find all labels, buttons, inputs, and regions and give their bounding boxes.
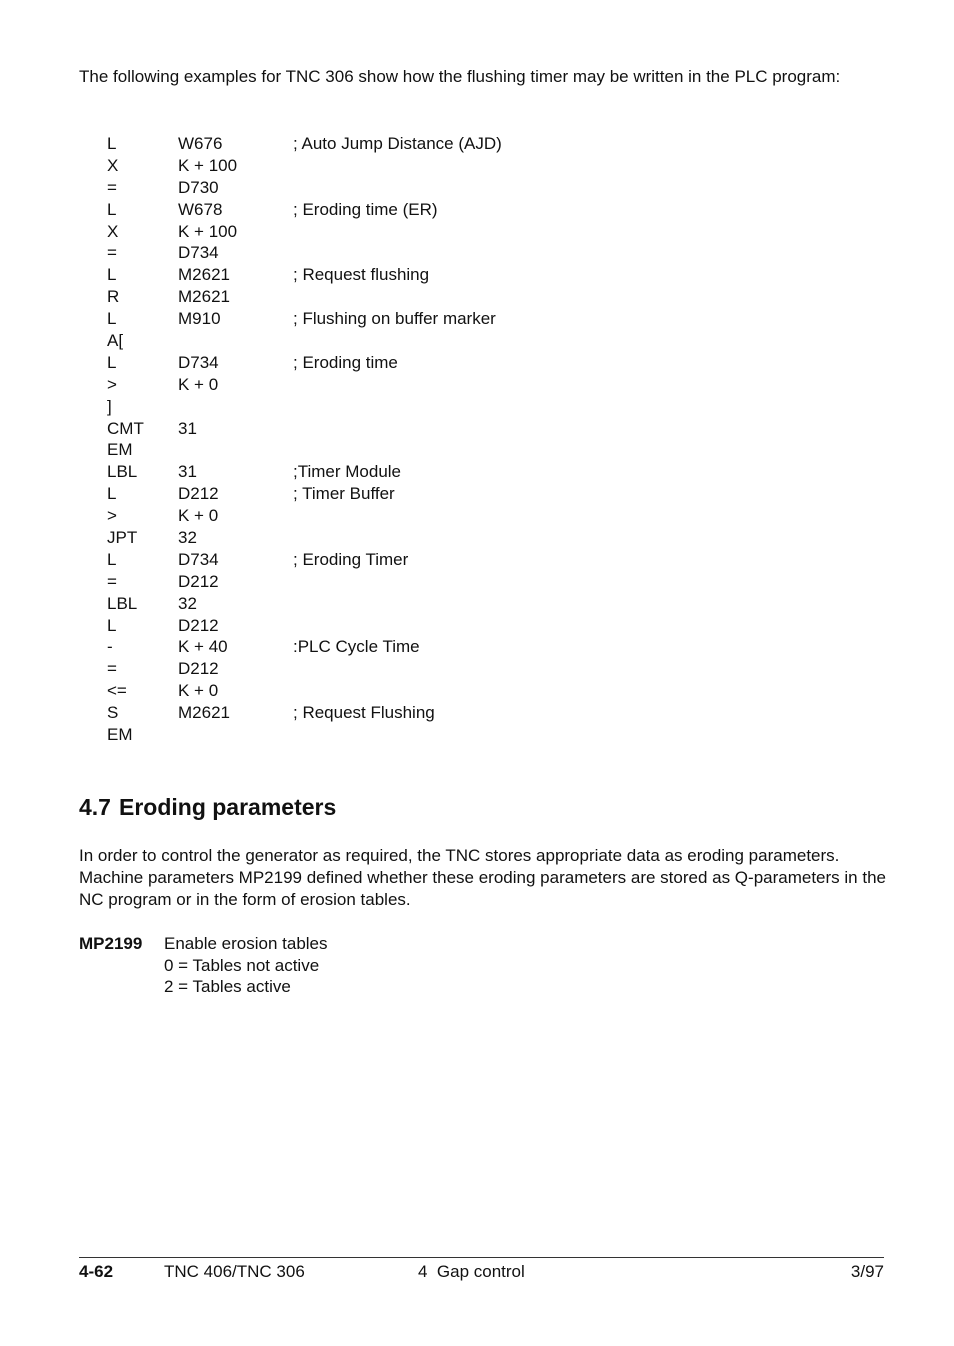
code-arg: M2621 [178, 287, 230, 307]
code-arg: K + 0 [178, 506, 219, 526]
code-comment: ; Request flushing [293, 265, 430, 285]
footer-model: TNC 406/TNC 306 [164, 1262, 305, 1281]
code-op: = [107, 659, 117, 679]
code-comment: ; Eroding time [293, 352, 398, 372]
code-op: LBL [107, 462, 138, 482]
code-arg: D734 [178, 352, 219, 372]
code-arg: W676 [178, 134, 223, 153]
intro-text: The following examples for TNC 306 show how the flushing timer may be written in the PLC program: [79, 67, 841, 86]
code-arg: D212 [178, 571, 219, 591]
code-op: X [107, 155, 119, 175]
code-op: A[ [107, 331, 124, 351]
code-arg: M910 [178, 309, 221, 329]
code-op: L [107, 134, 117, 153]
machine-parameter-line: Enable erosion tables [164, 934, 328, 953]
code-arg: D212 [178, 615, 219, 635]
code-comment: ; Eroding time (ER) [293, 199, 438, 219]
code-arg: D212 [178, 659, 219, 679]
code-comment: ; Timer Buffer [293, 484, 395, 504]
code-op: L [107, 352, 117, 372]
code-op: - [107, 637, 113, 657]
code-op: L [107, 265, 117, 285]
section-title: Eroding parameters [118, 794, 337, 820]
code-op: LBL [107, 593, 138, 613]
code-arg: K + 40 [178, 637, 228, 657]
code-comment: ; Eroding Timer [293, 549, 409, 569]
section-number: 4.7 [79, 794, 111, 820]
code-op: R [107, 287, 120, 307]
code-op: EM [107, 440, 133, 460]
code-op: L [107, 199, 117, 219]
code-op: ] [107, 396, 112, 416]
code-arg: D730 [178, 177, 219, 197]
footer-page-number: 4-62 [79, 1262, 114, 1281]
footer-date: 3/97 [850, 1262, 884, 1281]
section-paragraph: In order to control the generator as required, the TNC stores appropriate data as eroding parameters. Machine parameters MP2199 defined whether these eroding parameters are stored as Q-parameters in the NC program or in the form of erosion tables. [79, 846, 886, 909]
code-op: = [107, 177, 117, 197]
code-arg: W678 [178, 199, 223, 219]
code-op: L [107, 484, 117, 504]
machine-parameter-line: 0 = Tables not active [164, 955, 320, 975]
code-arg: D212 [178, 484, 219, 504]
footer-chapter: 4 Gap control [418, 1262, 525, 1281]
code-op: EM [107, 725, 133, 745]
code-arg: 32 [178, 528, 197, 548]
code-comment: ; Auto Jump Distance (AJD) [293, 134, 502, 153]
code-arg: D734 [178, 549, 219, 569]
code-op: S [107, 703, 119, 723]
code-op: <= [107, 681, 127, 701]
code-arg: K + 0 [178, 374, 219, 394]
code-comment: :PLC Cycle Time [293, 637, 420, 657]
machine-parameter-line: 2 = Tables active [164, 977, 291, 997]
code-arg: K + 100 [178, 221, 238, 241]
code-arg: 31 [178, 418, 197, 438]
code-arg: 31 [178, 462, 197, 482]
code-arg: K + 100 [178, 155, 238, 175]
code-op: L [107, 615, 117, 635]
code-op: = [107, 571, 117, 591]
code-op: L [107, 309, 117, 329]
code-comment: ; Flushing on buffer marker [293, 309, 496, 329]
code-arg: M2621 [178, 265, 230, 285]
code-op: X [107, 221, 119, 241]
code-comment: ;Timer Module [293, 462, 402, 482]
machine-parameter-key: MP2199 [79, 934, 143, 953]
footer-divider [79, 1257, 884, 1258]
code-op: = [107, 243, 117, 263]
code-comment: ; Request Flushing [293, 703, 435, 723]
code-op: > [107, 506, 117, 526]
code-arg: K + 0 [178, 681, 219, 701]
code-arg: 32 [178, 593, 197, 613]
code-arg: M2621 [178, 703, 230, 723]
section-heading [79, 791, 336, 823]
code-op: > [107, 374, 117, 394]
code-op: L [107, 549, 117, 569]
code-op: JPT [107, 528, 138, 548]
code-arg: D734 [178, 243, 219, 263]
code-op: CMT [107, 418, 144, 438]
